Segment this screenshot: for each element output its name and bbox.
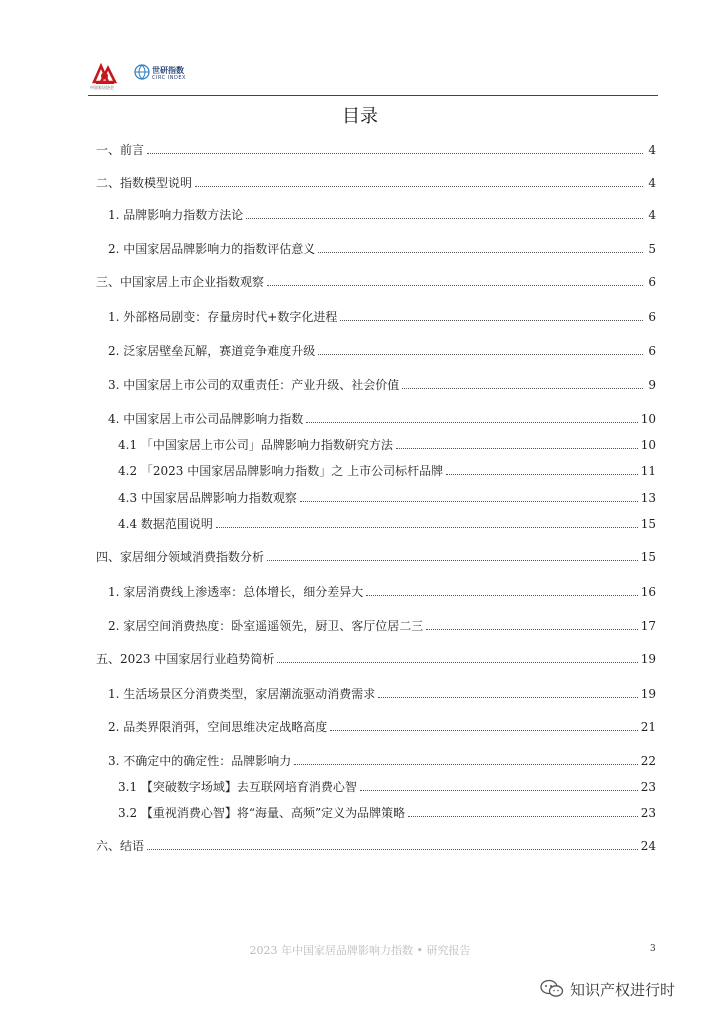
toc-item[interactable] — [96, 270, 656, 290]
toc-item-page: 23 — [640, 806, 656, 820]
association-logo — [88, 62, 128, 96]
toc-item-label: 2. 家居空间消费热度：卧室遥遥领先，厨卫、客厅位居二三 — [108, 619, 424, 633]
toc-leader-dots — [330, 730, 637, 731]
toc-item-label: 1. 家居消费线上渗透率：总体增长，细分差异大 — [108, 585, 364, 599]
toc-item-page: 15 — [640, 550, 656, 564]
toc-item[interactable] — [108, 237, 656, 257]
association-logo-icon — [88, 62, 128, 86]
toc-item-label: 4.1 「中国家居上市公司」品牌影响力指数研究方法 — [118, 438, 393, 452]
toc-leader-dots — [267, 285, 643, 286]
toc-item-page: 6 — [648, 344, 656, 358]
toc-leader-dots — [402, 388, 643, 389]
circ-index-logo-en: CIRC INDEX — [152, 75, 186, 81]
toc-item[interactable] — [118, 433, 656, 453]
toc-item-label: 二、指数模型说明 — [96, 176, 193, 190]
toc-item-page: 6 — [648, 275, 656, 289]
toc-item-label: 4.3 中国家居品牌影响力指数观察 — [118, 491, 297, 505]
toc-leader-dots — [360, 790, 638, 791]
circ-index-logo — [134, 64, 204, 86]
toc-item-page: 10 — [640, 438, 656, 452]
association-logo-caption: 中国家居协会 — [90, 85, 114, 90]
page-title: 目录 — [342, 106, 378, 127]
toc-item[interactable] — [108, 715, 656, 735]
toc-leader-dots — [246, 218, 643, 219]
toc-leader-dots — [300, 501, 638, 502]
watermark-text: 知识产权进行时 — [570, 980, 676, 999]
toc-item-label: 四、家居细分领域消费指数分析 — [96, 550, 265, 564]
toc-item[interactable] — [108, 614, 656, 634]
toc-leader-dots — [216, 527, 638, 528]
toc-item[interactable] — [118, 512, 656, 532]
toc-item-label: 1. 生活场景区分消费类型，家居潮流驱动消费需求 — [108, 687, 376, 701]
toc-item-label: 五、2023 中国家居行业趋势简析 — [96, 652, 275, 666]
toc-leader-dots — [426, 629, 637, 630]
toc-item-page: 21 — [640, 720, 656, 734]
toc-item-page: 10 — [640, 412, 656, 426]
toc-leader-dots — [366, 595, 637, 596]
toc-item-page: 15 — [640, 517, 656, 531]
toc-item-label: 2. 品类界限消弭，空间思维决定战略高度 — [108, 720, 328, 734]
toc-item-label: 3. 中国家居上市公司的双重责任：产业升级、社会价值 — [108, 378, 400, 392]
toc-leader-dots — [378, 697, 637, 698]
toc-item-page: 13 — [640, 491, 656, 505]
toc-item-page: 17 — [640, 619, 656, 633]
toc-item-page: 4 — [648, 176, 656, 190]
page-number: 3 — [650, 944, 656, 954]
toc-item-label: 2. 中国家居品牌影响力的指数评估意义 — [108, 242, 316, 256]
toc-item-page: 9 — [648, 378, 656, 392]
toc-item-label: 3.2 【重视消费心智】将“海量、高频”定义为品牌策略 — [118, 806, 406, 820]
toc-item[interactable] — [108, 339, 656, 359]
toc-leader-dots — [340, 320, 643, 321]
toc-item[interactable] — [108, 305, 656, 325]
toc-item-page: 4 — [648, 208, 656, 222]
toc-item[interactable] — [118, 801, 656, 821]
toc-item[interactable] — [108, 580, 656, 600]
toc-leader-dots — [306, 422, 637, 423]
toc-item-label: 3. 不确定中的确定性：品牌影响力 — [108, 754, 292, 768]
header-divider — [88, 95, 658, 96]
toc-leader-dots — [195, 186, 643, 187]
toc-item[interactable] — [118, 459, 656, 479]
wechat-watermark — [540, 977, 675, 1001]
toc-item[interactable] — [118, 486, 656, 506]
toc-item[interactable] — [108, 203, 656, 223]
toc-leader-dots — [446, 474, 638, 475]
toc-item[interactable] — [108, 749, 656, 769]
toc-item-label: 1. 品牌影响力指数方法论 — [108, 208, 244, 222]
page-header — [88, 62, 658, 96]
toc-item[interactable] — [108, 407, 656, 427]
globe-icon — [134, 64, 150, 80]
toc-leader-dots — [294, 764, 637, 765]
toc-leader-dots — [147, 849, 638, 850]
toc-item[interactable] — [96, 834, 656, 854]
toc-item[interactable] — [96, 647, 656, 667]
toc-item-label: 一、前言 — [96, 143, 145, 157]
toc-item-page: 23 — [640, 780, 656, 794]
toc-leader-dots — [147, 153, 643, 154]
toc-item-page: 19 — [640, 687, 656, 701]
toc-item[interactable] — [108, 373, 656, 393]
toc-leader-dots — [396, 448, 638, 449]
toc-item-label: 1. 外部格局剧变：存量房时代+数字化进程 — [108, 310, 338, 324]
toc-item-page: 22 — [640, 754, 656, 768]
toc-item-label: 4.4 数据范围说明 — [118, 517, 213, 531]
toc-item-page: 4 — [648, 143, 656, 157]
toc-leader-dots — [277, 662, 637, 663]
toc-item-page: 19 — [640, 652, 656, 666]
toc-item[interactable] — [118, 775, 656, 795]
toc-item-page: 24 — [640, 839, 656, 853]
toc-leader-dots — [408, 816, 638, 817]
circ-index-logo-cn: 世研指数 — [152, 66, 184, 75]
toc-item[interactable] — [96, 545, 656, 565]
toc-leader-dots — [318, 252, 643, 253]
toc-item[interactable] — [108, 682, 656, 702]
toc-item-page: 11 — [640, 464, 656, 478]
toc-item-page: 5 — [648, 242, 656, 256]
toc-item-label: 4.2 「2023 中国家居品牌影响力指数」之 上市公司标杆品牌 — [118, 464, 444, 478]
toc-leader-dots — [267, 560, 638, 561]
toc-item-label: 2. 泛家居壁垒瓦解，赛道竞争难度升级 — [108, 344, 316, 358]
toc-leader-dots — [318, 354, 643, 355]
toc-item-label: 4. 中国家居上市公司品牌影响力指数 — [108, 412, 304, 426]
toc-item-label: 六、结语 — [96, 839, 145, 853]
toc-item[interactable] — [96, 171, 656, 191]
toc-item[interactable] — [96, 138, 656, 158]
toc-item-page: 16 — [640, 585, 656, 599]
wechat-icon — [540, 979, 564, 999]
footer-report-title: 2023 年中国家居品牌影响力指数 • 研究报告 — [249, 944, 471, 957]
toc-item-label: 3.1 【突破数字场域】去互联网培育消费心智 — [118, 780, 357, 794]
toc-item-label: 三、中国家居上市企业指数观察 — [96, 275, 265, 289]
toc-item-page: 6 — [648, 310, 656, 324]
